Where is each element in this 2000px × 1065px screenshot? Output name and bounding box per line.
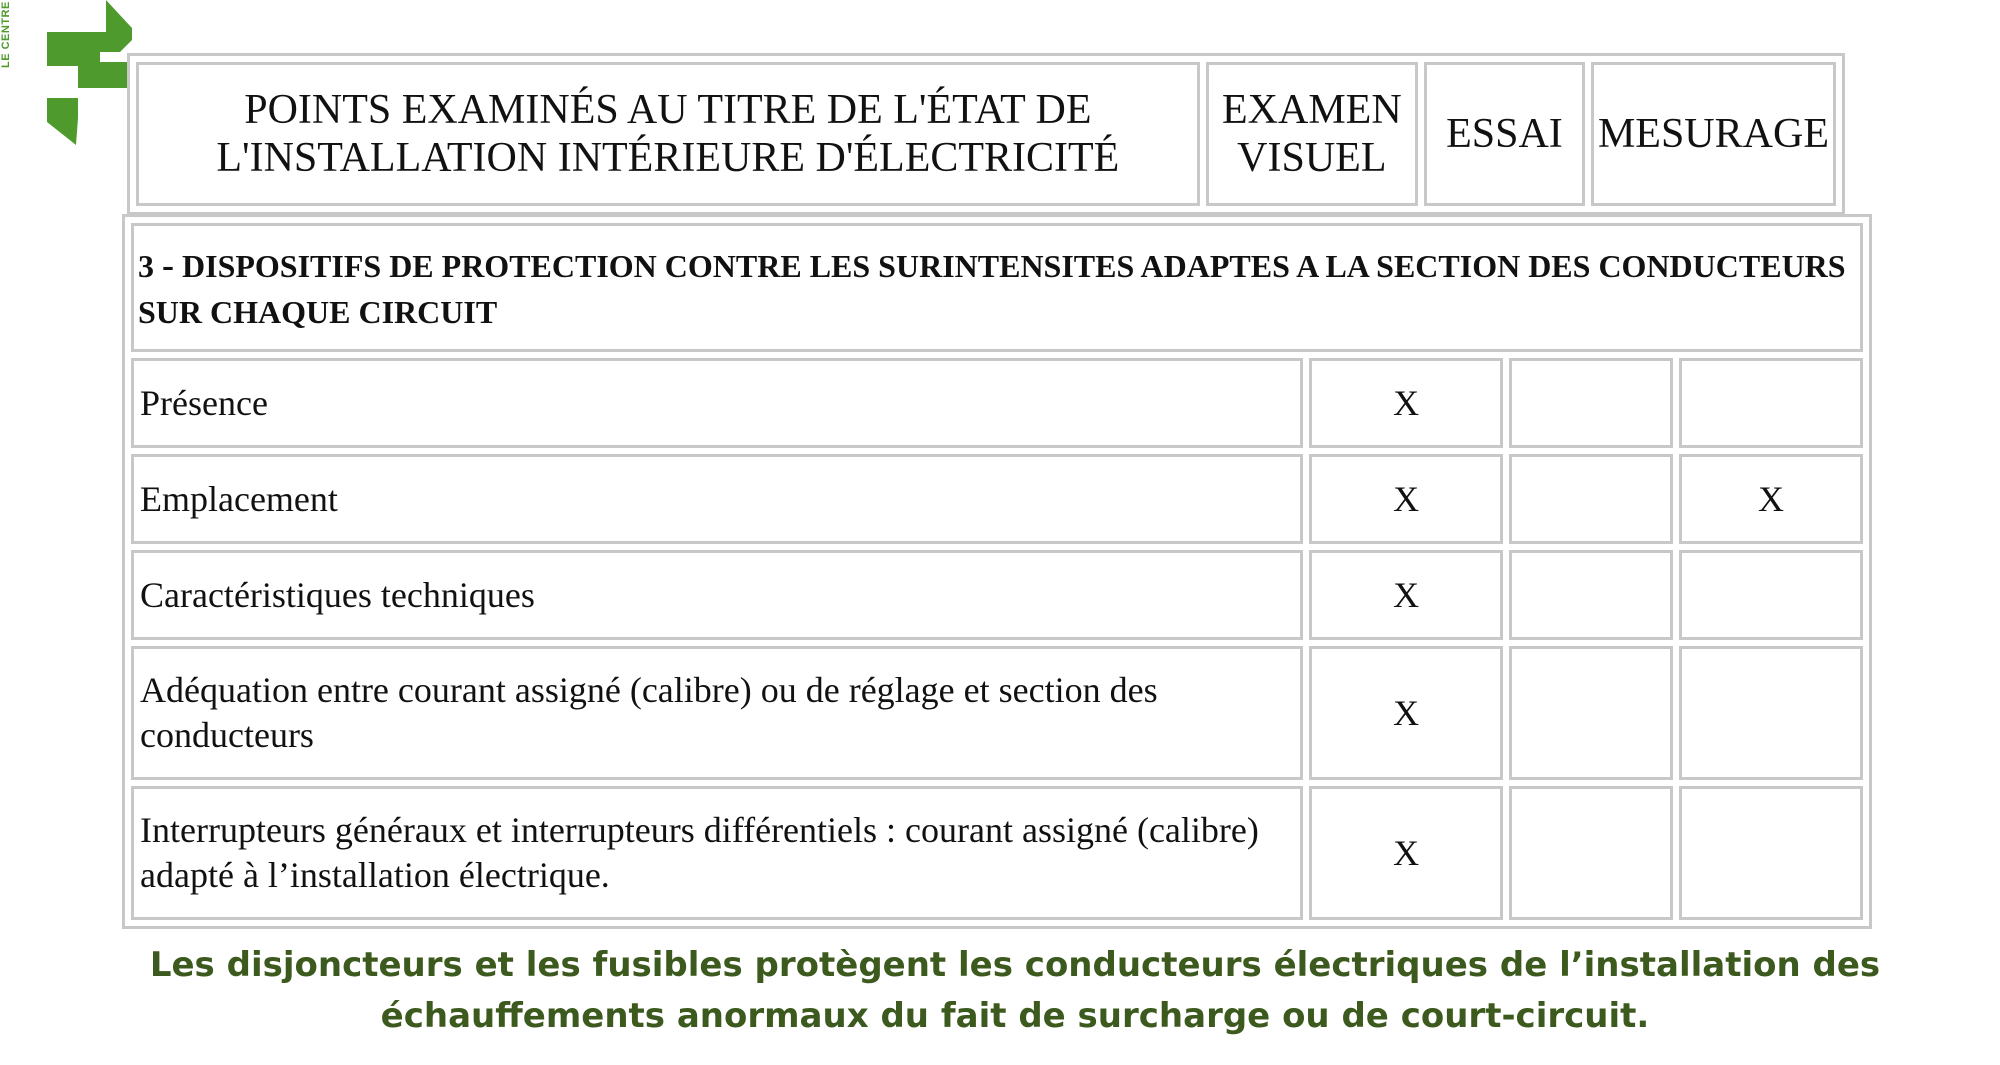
row-label: Emplacement [131,454,1303,544]
table-row [131,358,1863,448]
header-mesurage: MESURAGE [1591,62,1836,206]
caption: Les disjoncteurs et les fusibles protègent les conducteurs électriques de l’installation des échauffements anormaux du fait de surcharge ou de court-circuit. [149,945,1881,1036]
section-title-text: 3 - DISPOSITIFS DE PROTECTION CONTRE LES SURINTENSITES ADAPTES A LA SECTION DES CONDUCTEURS SUR CHAQUE CIRCUIT [138,245,1846,331]
header-visual: EXAMEN VISUEL [1206,62,1418,206]
section-title [131,223,1863,352]
row-visual: X [1309,454,1503,544]
inspection-table [122,214,1872,929]
header-points: POINTS EXAMINÉS AU TITRE DE L'ÉTAT DE L'INSTALLATION INTÉRIEURE D'ÉLECTRICITÉ [136,62,1200,206]
row-label: Adéquation entre courant assigné (calibre) ou de réglage et section des conducteurs [131,646,1303,780]
table-row [131,786,1863,920]
header-essai: ESSAI [1424,62,1585,206]
row-visual: X [1309,550,1503,640]
row-visual: X [1309,786,1503,920]
table-row [131,454,1863,544]
row-mesurage [1679,786,1863,920]
header-table [127,53,1845,215]
row-mesurage: X [1679,454,1863,544]
row-visual: X [1309,358,1503,448]
row-label: Présence [131,358,1303,448]
logo-wordmark: LE CENTRE [0,1,12,69]
row-essai [1509,646,1673,780]
row-mesurage [1679,550,1863,640]
row-label: Caractéristiques techniques [131,550,1303,640]
row-essai [1509,550,1673,640]
table-row [131,646,1863,780]
logo-icon [0,0,140,150]
row-visual: X [1309,646,1503,780]
row-essai [1509,454,1673,544]
table-row [131,550,1863,640]
row-mesurage [1679,358,1863,448]
row-mesurage [1679,646,1863,780]
row-label: Interrupteurs généraux et interrupteurs différentiels : courant assigné (calibre) adapté à l’installation électrique. [131,786,1303,920]
row-essai [1509,786,1673,920]
row-essai [1509,358,1673,448]
